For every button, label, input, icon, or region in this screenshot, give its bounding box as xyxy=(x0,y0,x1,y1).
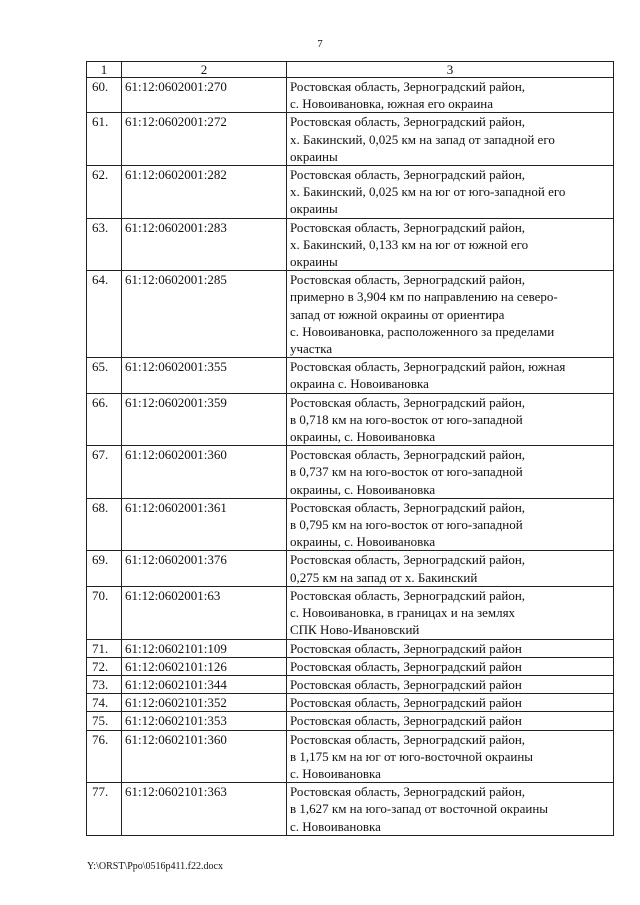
location-line: с. Новоивановка, южная его окраина xyxy=(290,96,494,112)
table-row xyxy=(87,78,614,113)
cadastral-number: 61:12:0602101:353 xyxy=(122,712,287,730)
row-number: 77. xyxy=(87,783,122,836)
table-row xyxy=(87,657,614,675)
location-line: окраины xyxy=(290,254,338,270)
row-number: 60. xyxy=(87,78,122,113)
location-description xyxy=(287,218,614,271)
location-line: Ростовская область, Зерноградский район, xyxy=(290,114,526,130)
location-line: окраины, с. Новоивановка xyxy=(290,534,436,550)
cadastral-number: 61:12:0602101:352 xyxy=(122,694,287,712)
location-description xyxy=(287,551,614,586)
table-row xyxy=(87,166,614,219)
location-description xyxy=(287,498,614,551)
location-line: в 1,175 км на юг от юго-восточной окраины xyxy=(290,748,534,764)
location-line: примерно в 3,904 км по направлению на северо- xyxy=(290,289,558,305)
row-number: 64. xyxy=(87,271,122,358)
location-line: участка xyxy=(290,341,333,357)
location-line: Ростовская область, Зерноградский район, xyxy=(290,587,526,603)
location-line: Ростовская область, Зерноградский район xyxy=(290,676,522,692)
cadastral-number: 61:12:0602101:360 xyxy=(122,730,287,783)
table-row xyxy=(87,586,614,639)
location-line: 0,275 км на запад от х. Бакинский xyxy=(290,569,478,585)
cadastral-number: 61:12:0602001:376 xyxy=(122,551,287,586)
location-line: Ростовская область, Зерноградский район xyxy=(290,695,522,711)
location-line: Ростовская область, Зерноградский район, xyxy=(290,272,526,288)
location-line: Ростовская область, Зерноградский район, южная xyxy=(290,359,566,375)
table-row xyxy=(87,393,614,446)
table-row xyxy=(87,498,614,551)
location-description xyxy=(287,675,614,693)
row-number: 76. xyxy=(87,730,122,783)
column-header-cadastral: 2 xyxy=(122,62,287,78)
location-line: окраина с. Новоивановка xyxy=(290,376,429,392)
row-number: 68. xyxy=(87,498,122,551)
table-row xyxy=(87,551,614,586)
cadastral-number: 61:12:0602001:355 xyxy=(122,358,287,393)
location-line: окраины xyxy=(290,201,338,217)
location-description xyxy=(287,358,614,393)
row-number: 63. xyxy=(87,218,122,271)
row-number: 75. xyxy=(87,712,122,730)
page-number: 7 xyxy=(317,38,323,50)
row-number: 73. xyxy=(87,675,122,693)
table-header-row xyxy=(87,62,614,78)
location-line: Ростовская область, Зерноградский район, xyxy=(290,79,526,94)
location-description xyxy=(287,783,614,836)
table-row xyxy=(87,694,614,712)
location-line: с. Новоивановка, расположенного за пределами xyxy=(290,323,555,339)
location-line: Ростовская область, Зерноградский район xyxy=(290,640,522,656)
cadastral-number: 61:12:0602001:283 xyxy=(122,218,287,271)
location-description xyxy=(287,166,614,219)
table-row xyxy=(87,358,614,393)
location-description xyxy=(287,694,614,712)
cadastral-number: 61:12:0602101:363 xyxy=(122,783,287,836)
location-line: Ростовская область, Зерноградский район, xyxy=(290,784,526,800)
row-number: 70. xyxy=(87,586,122,639)
location-line: Ростовская область, Зерноградский район, xyxy=(290,499,526,515)
table-row xyxy=(87,446,614,499)
location-line: Ростовская область, Зерноградский район xyxy=(290,658,522,674)
row-number: 71. xyxy=(87,639,122,657)
cadastral-number: 61:12:0602001:270 xyxy=(122,78,287,113)
row-number: 65. xyxy=(87,358,122,393)
cadastral-number: 61:12:0602101:344 xyxy=(122,675,287,693)
table-row xyxy=(87,783,614,836)
table-row xyxy=(87,675,614,693)
table-row xyxy=(87,271,614,358)
location-line: СПК Ново-Ивановский xyxy=(290,622,420,638)
location-line: окраины xyxy=(290,148,338,164)
table-row xyxy=(87,712,614,730)
cadastral-number: 61:12:0602101:126 xyxy=(122,657,287,675)
column-header-number: 1 xyxy=(87,62,122,78)
row-number: 69. xyxy=(87,551,122,586)
location-description xyxy=(287,271,614,358)
location-line: с. Новоивановка xyxy=(290,818,381,834)
cadastral-number: 61:12:0602001:63 xyxy=(122,586,287,639)
location-description xyxy=(287,446,614,499)
table-row xyxy=(87,113,614,166)
cadastral-number: 61:12:0602001:282 xyxy=(122,166,287,219)
location-line: Ростовская область, Зерноградский район, xyxy=(290,219,526,235)
location-line: окраины, с. Новоивановка xyxy=(290,429,436,445)
location-line: с. Новоивановка xyxy=(290,765,381,781)
location-line: в 0,737 км на юго-восток от юго-западной xyxy=(290,464,523,480)
row-number: 61. xyxy=(87,113,122,166)
location-line: с. Новоивановка, в границах и на землях xyxy=(290,605,516,621)
row-number: 66. xyxy=(87,393,122,446)
location-line: Ростовская область, Зерноградский район xyxy=(290,713,522,729)
location-line: Ростовская область, Зерноградский район, xyxy=(290,167,526,183)
location-description xyxy=(287,113,614,166)
location-line: в 0,718 км на юго-восток от юго-западной xyxy=(290,411,523,427)
footer-file-path: Y:\ORST\Ppo\0516p411.f22.docx xyxy=(87,861,223,872)
row-number: 67. xyxy=(87,446,122,499)
location-line: Ростовская область, Зерноградский район, xyxy=(290,731,526,747)
cadastral-number: 61:12:0602001:285 xyxy=(122,271,287,358)
location-line: х. Бакинский, 0,025 км на юг от юго-западной его xyxy=(290,184,566,200)
location-description xyxy=(287,586,614,639)
table-row xyxy=(87,730,614,783)
location-description xyxy=(287,657,614,675)
table-row xyxy=(87,639,614,657)
cadastral-number: 61:12:0602001:359 xyxy=(122,393,287,446)
cadastral-number: 61:12:0602001:272 xyxy=(122,113,287,166)
location-line: в 0,795 км на юго-восток от юго-западной xyxy=(290,517,523,533)
location-line: Ростовская область, Зерноградский район, xyxy=(290,447,526,463)
cadastral-number: 61:12:0602101:109 xyxy=(122,639,287,657)
location-line: в 1,627 км на юго-запад от восточной окраины xyxy=(290,801,549,817)
location-line: Ростовская область, Зерноградский район, xyxy=(290,552,526,568)
row-number: 72. xyxy=(87,657,122,675)
location-line: Ростовская область, Зерноградский район, xyxy=(290,394,526,410)
location-description xyxy=(287,639,614,657)
location-description xyxy=(287,78,614,113)
column-header-location: 3 xyxy=(287,62,614,78)
cadastral-number: 61:12:0602001:361 xyxy=(122,498,287,551)
location-line: запад от южной окраины от ориентира xyxy=(290,306,505,322)
location-line: окраины, с. Новоивановка xyxy=(290,481,436,497)
location-description xyxy=(287,393,614,446)
table-row xyxy=(87,218,614,271)
row-number: 62. xyxy=(87,166,122,219)
location-description xyxy=(287,712,614,730)
location-line: х. Бакинский, 0,133 км на юг от южной его xyxy=(290,236,529,252)
land-plots-table xyxy=(86,61,614,836)
location-description xyxy=(287,730,614,783)
location-line: х. Бакинский, 0,025 км на запад от западной его xyxy=(290,131,555,147)
cadastral-number: 61:12:0602001:360 xyxy=(122,446,287,499)
row-number: 74. xyxy=(87,694,122,712)
